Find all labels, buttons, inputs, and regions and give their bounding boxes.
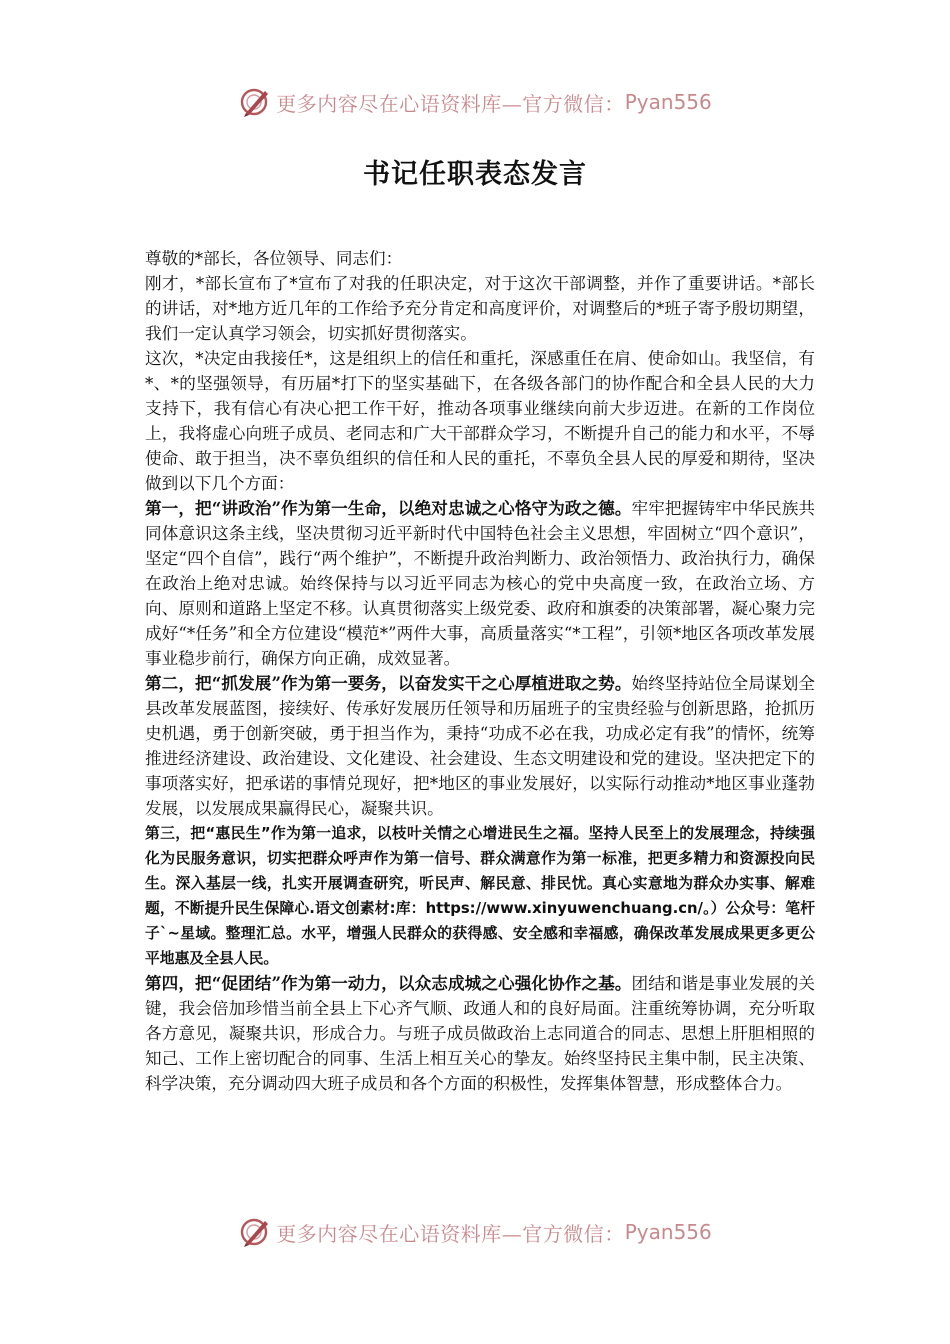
page-title: 书记任职表态发言 [363, 159, 587, 190]
greeting: 尊敬的*部长，各位领导、同志们： [145, 249, 403, 268]
wechat-id: Pyan556 [624, 1220, 712, 1244]
section-2-heading: 第二，把“抓发展”作为第一要务，以奋发实干之心厚植进取之势。 [145, 673, 632, 693]
banner-text: 更多内容尽在心语资料库—官方微信： [276, 1221, 625, 1246]
banner-text: 更多内容尽在心语资料库—官方微信： [276, 91, 625, 116]
header-banner [0, 80, 950, 124]
section-4-heading: 第四，把“促团结”作为第一动力，以众志成城之心强化协作之基。 [145, 973, 632, 993]
footer-banner [0, 1210, 950, 1254]
pen-logo-icon [238, 85, 272, 119]
section-2-body: 始终坚持站位全局谋划全县改革发展蓝图，接续好、传承好发展历任领导和历届班子的宝贵经验与创新思路，抢抓历史机遇，勇于创新突破，勇于担当作为，秉持“功成不必在我，功成必定有我”的情怀，统筹推进经济建设、政治建设、文化建设、社会建设、生态文明建设和党的建设。坚决把定下的事项落实好，把承诺的事情兑现好，把*地区的事业发展好，以实际行动推动*地区事业蓬勃发展，以发展成果赢得民心，凝聚共识。 [145, 674, 815, 818]
section-1-heading: 第一，把“讲政治”作为第一生命，以绝对忠诚之心恪守为政之德。 [145, 498, 632, 518]
section-4 [145, 971, 815, 1096]
section-3: 第三，把“惠民生”作为第一追求，以枝叶关情之心增进民生之福。坚持人民至上的发展理念，持续强化为民服务意识，切实把群众呼声作为第一信号、群众满意作为第一标准，把更多精力和资源投向民生。深入基层一线，扎实开展调查研究，听民声、解民意、排民忧。真心实意地为群众办实事、解难题，不断提升民生保障心.语文创素材:库：https://www.xinyuwenchuang.cn/。）公众号：笔杆子`~星域。整理汇总。水平，增强人民群众的获得感、安全感和幸福感，确保改革发展成果更多更公平地惠及全县人民。 [145, 825, 815, 967]
wechat-id: Pyan556 [624, 90, 712, 114]
pen-logo-icon [238, 1215, 272, 1249]
section-1 [145, 496, 815, 671]
section-2 [145, 671, 815, 821]
paragraph-intro: 刚才，*部长宣布了*宣布了对我的任职决定，对于这次干部调整，并作了重要讲话。*部长的讲话，对*地方近几年的工作给予充分肯定和高度评价，对调整后的*班子寄予殷切期望，我们一定认真学习领会，切实抓好贯彻落实。 [145, 274, 815, 343]
section-1-body: 牢牢把握铸牢中华民族共同体意识这条主线，坚决贯彻习近平新时代中国特色社会主义思想，牢固树立“四个意识”，坚定“四个自信”，践行“两个维护”，不断提升政治判断力、政治领悟力、政治执行力，确保在政治上绝对忠诚。始终保持与以习近平同志为核心的党中央高度一致，在政治立场、方向、原则和道路上坚定不移。认真贯彻落实上级党委、政府和旗委的决策部署，凝心聚力完成好“*任务”和全方位建设“模范*”两件大事，高质量落实“*工程”，引领*地区各项改革发展事业稳步前行，确保方向正确，成效显著。 [145, 499, 815, 668]
paragraph-commitment: 这次，*决定由我接任*，这是组织上的信任和重托，深感重任在肩、使命如山。我坚信，有*、*的坚强领导，有历届*打下的坚实基础下，在各级各部门的协作配合和全县人民的大力支持下，我有信心有决心把工作干好，推动各项事业继续向前大步迈进。在新的工作岗位上，我将虚心向班子成员、老同志和广大干部群众学习，不断提升自己的能力和水平，不辱使命、敢于担当，决不辜负组织的信任和人民的重托，不辜负全县人民的厚爱和期待，坚决做到以下几个方面： [145, 349, 815, 493]
document-body [145, 246, 815, 1096]
section-4-body: 团结和谐是事业发展的关键，我会倍加珍惜当前全县上下心齐气顺、政通人和的良好局面。注重统筹协调，充分听取各方意见，凝聚共识，形成合力。与班子成员做政治上志同道合的同志、思想上肝胆相照的知己、工作上密切配合的同事、生活上相互关心的挚友。始终坚持民主集中制，民主决策、科学决策，充分调动四大班子成员和各个方面的积极性，发挥集体智慧，形成整体合力。 [145, 974, 815, 1093]
